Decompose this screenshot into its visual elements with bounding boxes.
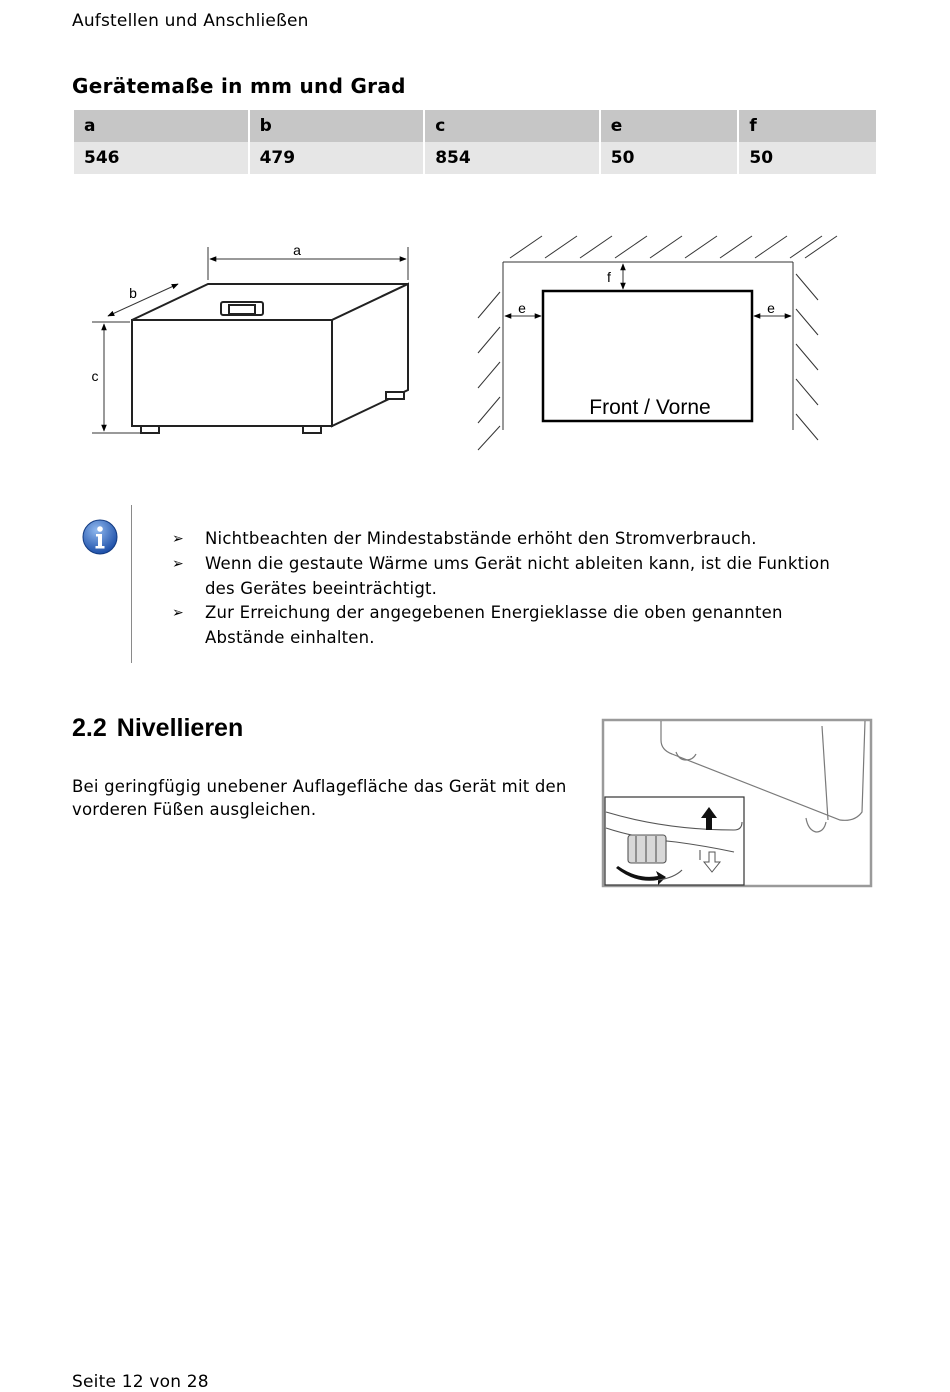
front-label: Front / Vorne — [589, 396, 711, 419]
value-c: 854 — [425, 142, 599, 174]
dimension-label-b: b — [129, 285, 137, 301]
info-notes-list — [172, 527, 832, 651]
column-header-e: e — [601, 110, 738, 142]
note-text: Nichtbeachten der Mindestabstände erhöht den Stromverbrauch. — [205, 529, 757, 548]
value-a: 546 — [74, 142, 248, 174]
info-divider — [131, 505, 132, 663]
appliance-box-drawing — [132, 284, 408, 433]
list-item — [172, 552, 832, 602]
column-header-b: b — [250, 110, 424, 142]
dimensions-heading: Gerätemaße in mm und Grad — [72, 74, 406, 98]
leveling-text: Bei geringfügig unebener Auflagefläche das Gerät mit den vorderen Füßen ausgleichen. — [72, 777, 567, 819]
clearance-label-e-left: e — [518, 300, 526, 316]
value-e: 50 — [601, 142, 738, 174]
bullet-arrow-icon: ➢ — [172, 605, 184, 622]
section-title: Nivellieren — [116, 714, 244, 742]
value-b: 479 — [250, 142, 424, 174]
page-number: Seite 12 von 28 — [72, 1372, 209, 1392]
note-text: Wenn die gestaute Wärme ums Gerät nicht ableiten kann, ist die Funktion des Gerätes beeinträchtigt. — [205, 553, 830, 598]
value-f: 50 — [739, 142, 876, 174]
section-number: 2.2 — [72, 714, 107, 742]
list-item — [172, 601, 832, 651]
leveling-heading — [72, 714, 243, 743]
clearance-label-f: f — [607, 269, 611, 285]
dimension-label-a: a — [293, 242, 301, 258]
note-text: Zur Erreichung der angegebenen Energieklasse die oben genannten Abstände einhalten. — [205, 603, 783, 648]
running-header: Aufstellen und Anschließen — [72, 11, 309, 31]
list-item — [172, 527, 832, 552]
bullet-arrow-icon: ➢ — [172, 555, 184, 572]
column-header-a: a — [74, 110, 248, 142]
bullet-arrow-icon: ➢ — [172, 531, 184, 547]
clearance-label-e-right: e — [767, 300, 775, 316]
column-header-f: f — [739, 110, 876, 142]
column-header-c: c — [425, 110, 599, 142]
info-icon — [82, 519, 118, 555]
leveling-foot-illustration — [603, 720, 871, 886]
dimension-label-c: c — [91, 368, 99, 384]
